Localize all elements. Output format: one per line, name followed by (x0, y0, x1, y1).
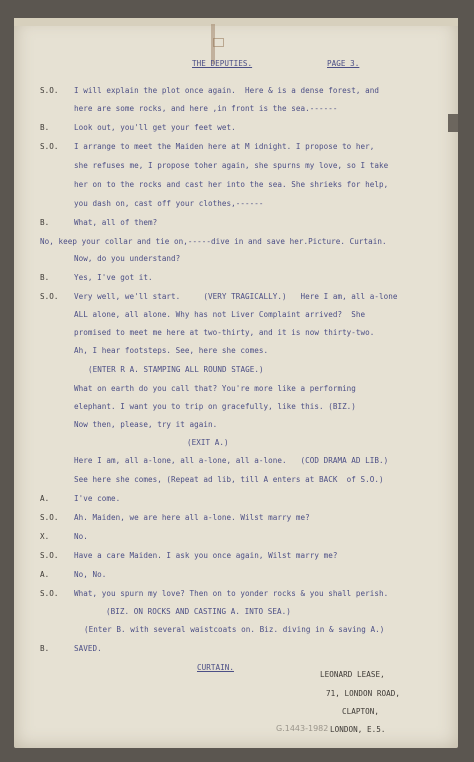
dialogue-line: I've come. (74, 494, 121, 503)
curtain-label: CURTAIN. (197, 663, 234, 672)
address-line: LONDON, E.5. (330, 725, 386, 734)
dialogue-line: What, you spurn my love? Then on to yonder rocks & you shall perish. (74, 589, 389, 598)
dialogue-line: SAVED. (74, 644, 102, 653)
dialogue-line: Yes, I've got it. (74, 273, 153, 282)
speaker-label: S.O. (40, 551, 59, 560)
speaker-label: S.O. (40, 142, 59, 151)
speaker-label: S.O. (40, 292, 59, 301)
dialogue-line: I arrange to meet the Maiden here at M idnight. I propose to her, (74, 142, 375, 151)
speaker-label: S.O. (40, 86, 59, 95)
speaker-label: A. (40, 494, 50, 503)
dialogue-line: I will explain the plot once again. Here & is a dense forest, and (74, 86, 380, 95)
address-line: CLAPTON, (342, 707, 379, 716)
page-number: PAGE 3. (327, 59, 360, 68)
script-title: THE DEPUTIES. (192, 59, 253, 68)
dialogue-line: she refuses me, I propose toher again, she spurns my love, so I take (74, 161, 389, 170)
speaker-label: S.O. (40, 589, 59, 598)
dialogue-line: Very well, we'll start. (VERY TRAGICALLY.) Here I am, all a-lone (74, 292, 398, 301)
dialogue-line: No, No. (74, 570, 107, 579)
address-line: LEONARD LEASE, (320, 670, 385, 679)
stage-direction: (Enter B. with several waistcoats on. Biz. diving in & saving A.) (84, 625, 385, 634)
archive-mark: G.1443-1982 (276, 724, 329, 733)
stage-direction: (ENTER R A. STAMPING ALL ROUND STAGE.) (88, 365, 264, 374)
dialogue-line: her on to the rocks and cast her into the sea. She shrieks for help, (74, 180, 389, 189)
dialogue-line: See here she comes, (Repeat ad lib, till A enters at BACK of S.O.) (74, 475, 384, 484)
stage-direction: (BIZ. ON ROCKS AND CASTING A. INTO SEA.) (106, 607, 291, 616)
dialogue-line: Have a care Maiden. I ask you once again, Wilst marry me? (74, 551, 338, 560)
dialogue-line: Now then, please, try it again. (74, 420, 218, 429)
dialogue-line: you dash on, cast off your clothes,------ (74, 199, 264, 208)
stage-direction: (EXIT A.) (187, 438, 229, 447)
speaker-label: B. (40, 273, 50, 282)
dialogue-line: What on earth do you call that? You're more like a performing (74, 384, 356, 393)
dialogue-line: promised to meet me here at two-thirty, and it is now thirty-two. (74, 328, 375, 337)
dialogue-line: ALL alone, all alone. Why has not Liver Complaint arrived? She (74, 310, 366, 319)
page-edge-tab (448, 114, 458, 132)
dialogue-line: Ah. Maiden, we are here all a-lone. Wilst marry me? (74, 513, 310, 522)
address-line: 71, LONDON ROAD, (326, 689, 400, 698)
binding-tape (14, 18, 458, 26)
dialogue-line: here are some rocks, and here ,in front is the sea.------ (74, 104, 338, 113)
script-page (14, 18, 458, 748)
staple-mark-hook (213, 38, 224, 47)
dialogue-line: elephant. I want you to trip on gracefully, like this. (BIZ.) (74, 402, 356, 411)
dialogue-line: Here I am, all a-lone, all a-lone, all a-lone. (COD DRAMA AD LIB.) (74, 456, 389, 465)
dialogue-line: Look out, you'll get your feet wet. (74, 123, 236, 132)
dialogue-line: Ah, I hear footsteps. See, here she comes. (74, 346, 269, 355)
speaker-label: B. (40, 644, 50, 653)
speaker-label: B. (40, 123, 50, 132)
speaker-label: X. (40, 532, 50, 541)
dialogue-line: What, all of them? (74, 218, 158, 227)
dialogue-line: Now, do you understand? (74, 254, 181, 263)
dialogue-line: No, keep your collar and tie on,-----dive in and save her.Picture. Curtain. (40, 237, 387, 246)
speaker-label: S.O. (40, 513, 59, 522)
speaker-label: A. (40, 570, 50, 579)
speaker-label: B. (40, 218, 50, 227)
dialogue-line: No. (74, 532, 88, 541)
